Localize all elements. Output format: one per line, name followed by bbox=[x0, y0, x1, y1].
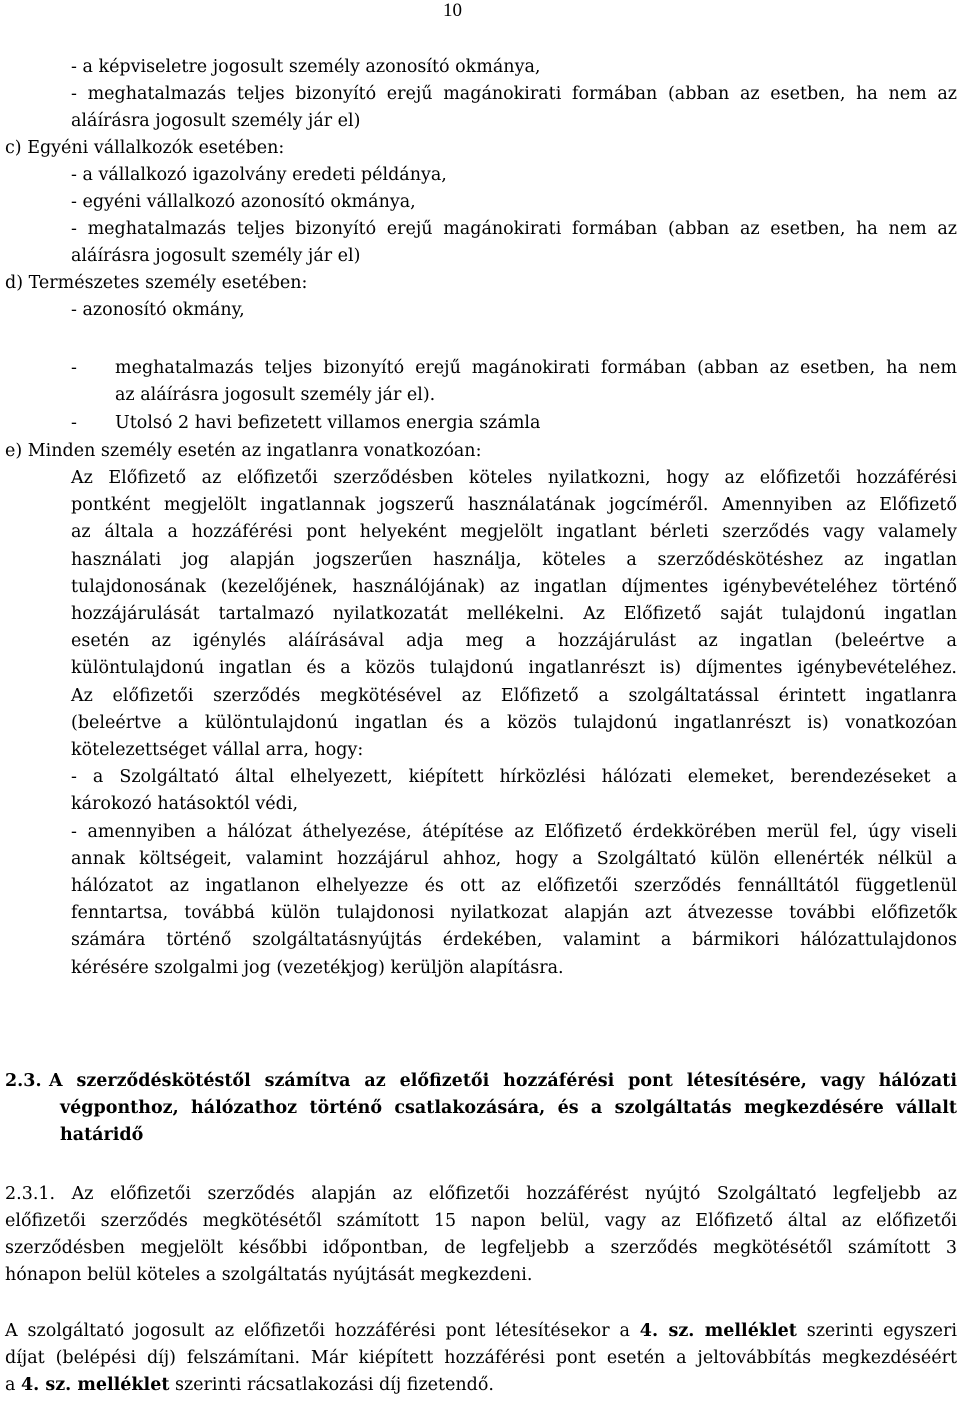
paragraph-line: kötelezettséget vállal arra, hogy: bbox=[71, 740, 364, 760]
paragraph-line: különtulajdonú ingatlan és a közös tulajdonú ingatlanrészt is) díjmentes igénybevételéhez. bbox=[71, 658, 957, 678]
list-line: - egyéni vállalkozó azonosító okmánya, bbox=[71, 192, 416, 212]
paragraph-line: használati jog alapján jogszerűen használja, köteles a szerződéskötéshez az ingatlan bbox=[71, 550, 957, 570]
paragraph-line: hónapon belül köteles a szolgáltatás nyújtását megkezdeni. bbox=[5, 1265, 533, 1285]
text-run: szerinti egyszeri bbox=[796, 1321, 957, 1341]
dash-bullet: - bbox=[71, 413, 77, 433]
paragraph-line: hálózatot az ingatlanon elhelyezze és ott az előfizetői szerződés fennálltától függetlenül bbox=[71, 876, 957, 896]
paragraph-line: (beleértve a különtulajdonú ingatlan és a közös tulajdonú ingatlanrészt is) vonatkozóan bbox=[71, 713, 957, 733]
text-run: szerinti rácsatlakozási díj fizetendő. bbox=[169, 1375, 494, 1395]
section-number: 2.3. bbox=[5, 1071, 42, 1091]
paragraph-line: hozzájárulását tartalmazó nyilatkozatát mellékelni. Az Előfizető saját tulajdonú ingatlan bbox=[71, 604, 957, 624]
list-line: aláírásra jogosult személy jár el) bbox=[71, 111, 361, 131]
page-number: 10 bbox=[443, 0, 462, 21]
subsection-heading-e: e) Minden személy esetén az ingatlanra vonatkozóan: bbox=[5, 441, 482, 461]
list-line: - azonosító okmány, bbox=[71, 300, 245, 320]
paragraph-line: 2.3.1. Az előfizetői szerződés alapján az előfizetői hozzáférést nyújtó Szolgáltató legfeljebb az bbox=[5, 1184, 957, 1204]
section-title: határidő bbox=[60, 1125, 144, 1145]
paragraph-line: - amennyiben a hálózat áthelyezése, átépítése az Előfizető érdekkörében merül fel, úgy viseli bbox=[71, 822, 957, 842]
list-line: - a képviseletre jogosult személy azonosító okmánya, bbox=[71, 57, 541, 77]
paragraph-line: számára történő szolgáltatásnyújtás érdekében, valamint a bármikori hálózattulajdonos bbox=[71, 930, 957, 950]
paragraph-line: annak költségeit, valamint hozzájárul ahhoz, hogy a Szolgáltató külön ellenérték nélkül a bbox=[71, 849, 957, 869]
paragraph-line: Az előfizetői szerződés megkötésével az Előfizető a szolgáltatással érintett ingatlanra bbox=[71, 686, 957, 706]
paragraph-line: - a Szolgáltató által elhelyezett, kiépített hírközlési hálózati elemeket, berendezéseket a bbox=[71, 767, 957, 787]
paragraph-line: esetén az igénylés aláírásával adja meg a hozzájárulást az ingatlan (beleértve a bbox=[71, 631, 957, 651]
paragraph-line bbox=[5, 1374, 494, 1396]
dash-item-text: Utolsó 2 havi befizetett villamos energia számla bbox=[115, 413, 541, 433]
paragraph-line: károkozó hatásoktól védi, bbox=[71, 794, 299, 814]
paragraph-line: Az Előfizető az előfizetői szerződésben köteles nyilatkozni, hogy az előfizetői hozzáférési bbox=[71, 468, 957, 488]
dash-list-item bbox=[71, 357, 957, 379]
dash-item-text-cont: az aláírásra jogosult személy jár el). bbox=[115, 385, 436, 405]
paragraph-line: előfizetői szerződés megkötésétől számított 15 napon belül, vagy az Előfizető által az előfizetői bbox=[5, 1211, 957, 1231]
dash-item-text: meghatalmazás teljes bizonyító erejű magánokirati formában (abban az esetben, ha nem bbox=[115, 358, 957, 378]
annex-reference: 4. sz. melléklet bbox=[639, 1321, 797, 1341]
dash-bullet: - bbox=[71, 358, 77, 378]
text-run: a bbox=[5, 1375, 21, 1395]
section-title: végponthoz, hálózathoz történő csatlakozására, és a szolgáltatás megkezdésére vállalt bbox=[60, 1098, 957, 1118]
paragraph-line: szerződésben megjelölt későbbi időpontban, de legfeljebb a szerződés megkötésétől számított 3 bbox=[5, 1238, 957, 1258]
paragraph-line: tulajdonosának (kezelőjének, használójának) az ingatlan díjmentes igénybevételéhez történő bbox=[71, 577, 957, 597]
paragraph-line: kérésére szolgalmi jog (vezetékjog) kerüljön alapításra. bbox=[71, 958, 564, 978]
subsection-heading-d: d) Természetes személy esetében: bbox=[5, 273, 308, 293]
annex-reference: 4. sz. melléklet bbox=[21, 1375, 170, 1395]
list-line: aláírásra jogosult személy jár el) bbox=[71, 246, 361, 266]
list-line: - a vállalkozó igazolvány eredeti példánya, bbox=[71, 165, 447, 185]
paragraph-line bbox=[5, 1320, 957, 1342]
section-title: A szerződéskötéstől számítva az előfizetői hozzáférési pont létesítésére, vagy hálózati bbox=[49, 1071, 957, 1091]
paragraph-line: az általa a hozzáférési pont helyeként megjelölt ingatlant bérleti szerződés vagy valamely bbox=[71, 522, 957, 542]
subsection-heading-c: c) Egyéni vállalkozók esetében: bbox=[5, 138, 285, 158]
paragraph-line: díjat (belépési díj) felszámítani. Már kiépített hozzáférési pont esetén a jeltovábbítás megkezdéséért bbox=[5, 1348, 957, 1368]
text-run: A szolgáltató jogosult az előfizetői hozzáférési pont létesítésekor a bbox=[5, 1321, 640, 1341]
list-line: - meghatalmazás teljes bizonyító erejű magánokirati formában (abban az esetben, ha nem az bbox=[71, 219, 957, 239]
paragraph-line: fenntartsa, továbbá külön tulajdonosi nyilatkozat alapján azt átvezesse további előfizetők bbox=[71, 903, 957, 923]
paragraph-line: pontként megjelölt ingatlannak jogszerű használatának jogcíméről. Amennyiben az Előfizető bbox=[71, 495, 957, 515]
list-line: - meghatalmazás teljes bizonyító erejű magánokirati formában (abban az esetben, ha nem az bbox=[71, 84, 957, 104]
